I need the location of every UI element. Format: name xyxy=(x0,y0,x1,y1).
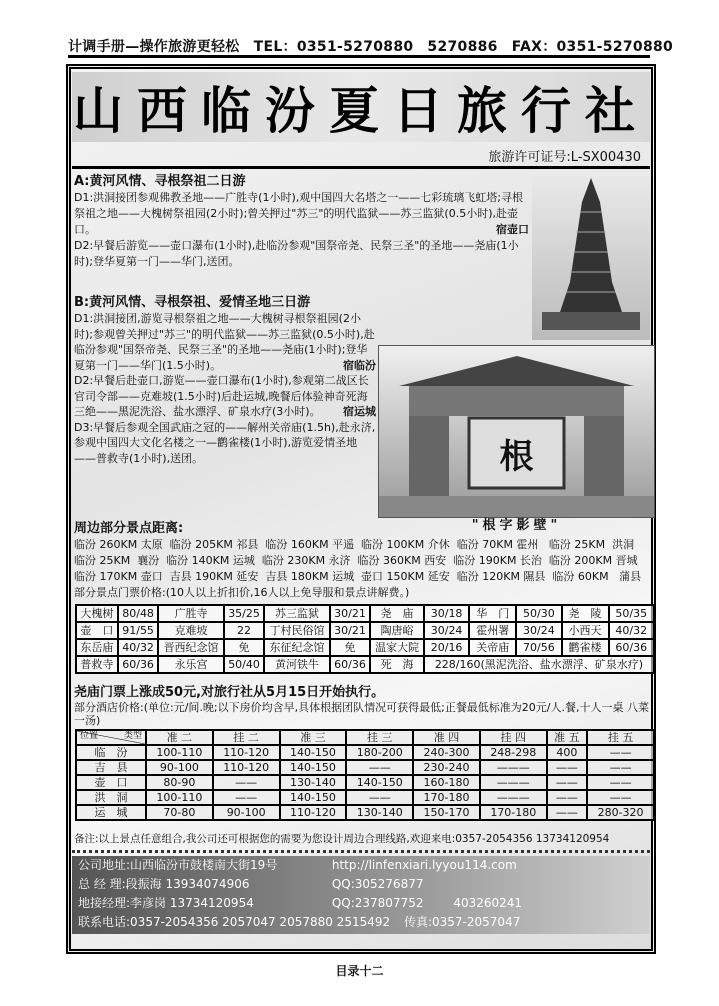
table-row xyxy=(76,760,654,775)
tour-a-d1-stay: 宿壶口 xyxy=(496,223,529,236)
distance-line: 临汾 170KM 壶口 吉县 190KM 延安 吉县 180KM 运城 壶口 150KM 延安 临汾 120KM 隰县 临汾 60KM 蒲县 xyxy=(74,570,642,583)
table-row xyxy=(76,622,654,639)
page-title: 山西临汾夏日旅行社 xyxy=(73,82,649,140)
ticket-price: 91/55 xyxy=(118,622,158,639)
room-price: 140-150 xyxy=(280,745,347,760)
column-header: 准 三 xyxy=(280,730,347,745)
city-name: 临 汾 xyxy=(76,745,146,760)
room-price: 280-320 xyxy=(587,805,654,820)
attraction-name: 尧 庙 xyxy=(370,605,424,622)
attraction-name: 丁村民俗馆 xyxy=(264,622,329,639)
column-header: 挂 二 xyxy=(213,730,280,745)
tour-b-title: B:黄河风情、寻根祭祖、爱情圣地三日游 xyxy=(74,295,311,310)
room-price: 230-240 xyxy=(413,760,480,775)
distance-line: 临汾 260KM 太原 临汾 205KM 祁县 临汾 160KM 平遥 临汾 100KM 介休 临汾 70KM 霍州 临汾 25KM 洪洞 xyxy=(74,538,635,551)
attraction-name: 壶 口 xyxy=(76,622,118,639)
ticket-price: 50/40 xyxy=(224,656,264,673)
room-price: —— xyxy=(547,805,587,820)
room-price: 140-150 xyxy=(280,760,347,775)
tour-a-d1: D1:洪洞接团参观佛教圣地——广胜寺(1小时),观中国四大名塔之一——七彩琉璃飞虹塔;寻根祭祖之地——大槐树祭祖园(2小时);曾关押过"苏三"的明代监狱——苏三监狱(0.5小时),赴壶口。 宿壶口 xyxy=(74,191,529,236)
column-header: 准 二 xyxy=(146,730,213,745)
tour-b-d1: D1:洪洞接团,游览寻根祭祖之地——大槐树寻根祭祖园(2小时);参观曾关押过"苏三"的明代监狱——苏三监狱(0.5小时),赴临汾参观"国祭帝尧、民祭三圣"的圣地——尧庙(1小时);登华夏第一门——华门(1.5小时)。 宿临汾 xyxy=(74,312,376,372)
room-price: 160-180 xyxy=(413,775,480,790)
room-price: 110-120 xyxy=(280,805,347,820)
ticket-price: 30/21 xyxy=(330,622,370,639)
title-banner xyxy=(72,72,650,142)
ticket-price: 30/24 xyxy=(424,622,469,639)
notice: 尧庙门票上涨成50元,对旅行社从5月15日开始执行。 xyxy=(74,685,385,700)
room-price: ——— xyxy=(480,775,547,790)
ticket-price: 20/16 xyxy=(424,639,469,656)
room-price: 170-180 xyxy=(413,790,480,805)
address: 公司地址:山西临汾市鼓楼南大街19号 xyxy=(78,858,278,872)
tour-a xyxy=(74,173,529,270)
ticket-price: 40/32 xyxy=(609,622,655,639)
room-price: 130-140 xyxy=(346,805,413,820)
ticket-price: 30/24 xyxy=(516,622,561,639)
attraction-name: 陶唐峪 xyxy=(370,622,424,639)
ticket-price: 30/18 xyxy=(424,605,469,622)
room-price: 400 xyxy=(547,745,587,760)
table-row xyxy=(76,639,654,656)
attraction-name: 永乐宫 xyxy=(158,656,223,673)
gate-caption: "根字影壁" xyxy=(471,518,562,533)
table-row xyxy=(76,775,654,790)
attraction-name: 广胜寺 xyxy=(158,605,223,622)
column-header: 准 五 xyxy=(547,730,587,745)
room-price: ——— xyxy=(480,790,547,805)
column-header: 准 四 xyxy=(413,730,480,745)
table-row xyxy=(76,805,654,820)
website-link[interactable]: http://linfenxiari.lyyou114.com xyxy=(331,858,517,872)
room-price: —— xyxy=(587,760,654,775)
attraction-name: 黄河铁牛 xyxy=(264,656,329,673)
ticket-price: 60/36 xyxy=(118,656,158,673)
slogan: 计调手册—操作旅游更轻松 xyxy=(68,39,240,55)
ticket-price: 50/30 xyxy=(516,605,561,622)
attraction-name: 关帝庙 xyxy=(469,639,516,656)
tour-b-d2-stay: 宿运城 xyxy=(343,405,376,418)
local-qq2: 403260241 xyxy=(453,896,523,910)
room-price: —— xyxy=(587,775,654,790)
fax-number: 传真:0357-2057047 xyxy=(403,915,521,929)
attraction-name: 小西天 xyxy=(562,622,609,639)
room-price: 130-140 xyxy=(280,775,347,790)
hotel-note: 部分酒店价格:(单位:元/间.晚;以下房价均含早,具体根据团队情况可获得最低;正餐最低标准为20元/人.餐,十人一桌 八菜一汤) xyxy=(74,701,650,727)
dotted-divider xyxy=(72,850,650,853)
ticket-price: 60/36 xyxy=(609,639,655,656)
gate-photo xyxy=(378,345,655,518)
attraction-name: 温家大院 xyxy=(370,639,424,656)
corner-label-position: 位置 xyxy=(80,731,99,741)
tour-a-d2: D2:早餐后游览——壶口瀑布(1小时),赴临汾参观"国祭帝尧、民祭三圣"的圣地——尧庙(1小时);登华夏第一门——华门,送团。 xyxy=(74,239,519,268)
city-name: 洪 洞 xyxy=(76,790,146,805)
room-price: —— xyxy=(346,760,413,775)
attraction-name: 霍州署 xyxy=(469,622,516,639)
attraction-name: 克难坡 xyxy=(158,622,223,639)
ticket-price-table xyxy=(75,604,655,674)
room-price: 110-120 xyxy=(213,760,280,775)
table-row xyxy=(76,656,654,673)
header-line xyxy=(68,36,674,56)
attraction-name: 苏三监狱 xyxy=(264,605,329,622)
room-price: —— xyxy=(547,790,587,805)
license-number: 旅游许可证号:L-SX00430 xyxy=(488,150,641,165)
room-price: 70-80 xyxy=(146,805,213,820)
ticket-price: 22 xyxy=(224,622,264,639)
tour-b-d2: D2:早餐后赴壶口,游览——壶口瀑布(1小时),参观第二战区长官司令部——克难坡(1.5小时)后赴运城,晚餐后体验神奇死海三绝——黑泥洗浴、盐水漂浮、矿泉水疗(3小时)。 宿运城 xyxy=(74,374,376,418)
city-name: 吉 县 xyxy=(76,760,146,775)
ticket-price: 70/56 xyxy=(516,639,561,656)
ticket-price: 60/36 xyxy=(330,656,370,673)
attraction-name: 大槐树 xyxy=(76,605,118,622)
table-row xyxy=(76,745,654,760)
room-price: 110-120 xyxy=(213,745,280,760)
divider xyxy=(72,166,650,169)
corner-label-type: 类型 xyxy=(123,731,142,741)
room-price: 150-170 xyxy=(413,805,480,820)
ticket-price: 30/21 xyxy=(330,605,370,622)
phone: 联系电话:0357-2054356 2057047 2057880 2515492 xyxy=(78,915,391,929)
attraction-name: 死 海 xyxy=(370,656,424,673)
city-name: 壶 口 xyxy=(76,775,146,790)
room-price: 240-300 xyxy=(413,745,480,760)
room-price: 140-150 xyxy=(280,790,347,805)
ticket-price: 50/35 xyxy=(609,605,655,622)
attraction-name: 华 门 xyxy=(469,605,516,622)
tour-a-title: A:黄河风情、寻根祭祖二日游 xyxy=(74,174,246,189)
tour-b-d1-stay: 宿临汾 xyxy=(343,358,376,372)
ticket-price: 免 xyxy=(330,639,370,656)
room-price: —— xyxy=(587,790,654,805)
room-price: —— xyxy=(587,745,654,760)
attraction-name: 晋西纪念馆 xyxy=(158,639,223,656)
header-rule xyxy=(68,55,650,58)
room-price: —— xyxy=(213,775,280,790)
attraction-name: 东岳庙 xyxy=(76,639,118,656)
ticket-note: 部分景点门票价格:(10人以上折扣价,16人以上免导服和景点讲解费。) xyxy=(74,586,410,599)
remark: 备注:以上景点任意组合,我公司还可根据您的需要为您设计周边合理线路,欢迎来电:0357-2054356 13734120954 xyxy=(74,833,610,845)
tel2: 5270886 xyxy=(427,39,498,55)
attraction-name: 尧 陵 xyxy=(562,605,609,622)
distance-title: 周边部分景点距离: xyxy=(74,521,184,536)
room-price: 140-150 xyxy=(346,775,413,790)
room-price: ——— xyxy=(480,760,547,775)
tel: TEL：0351-5270880 xyxy=(253,39,414,55)
room-price: —— xyxy=(346,790,413,805)
attraction-name: 普救寺 xyxy=(76,656,118,673)
ticket-price: 80/48 xyxy=(118,605,158,622)
room-price: 100-110 xyxy=(146,745,213,760)
corner-cell xyxy=(76,730,146,745)
table-row xyxy=(76,790,654,805)
contact-block xyxy=(72,856,650,934)
page-number: 目录十二 xyxy=(335,964,384,978)
room-price: 90-100 xyxy=(213,805,280,820)
pagoda-photo xyxy=(532,172,650,340)
column-header: 挂 三 xyxy=(346,730,413,745)
room-price: 248-298 xyxy=(480,745,547,760)
distance-line: 临汾 25KM 襄汾 临汾 140KM 运城 临汾 230KM 永济 临汾 360KM 西安 临汾 190KM 长治 临汾 200KM 晋城 xyxy=(74,554,638,567)
ticket-price: 40/32 xyxy=(118,639,158,656)
gm-qq: QQ:305276877 xyxy=(331,877,424,891)
local-manager: 地接经理:李彦岗 13734120954 xyxy=(78,896,254,910)
distance-section xyxy=(74,520,654,601)
room-price: —— xyxy=(547,775,587,790)
city-name: 运 城 xyxy=(76,805,146,820)
room-price: 80-90 xyxy=(146,775,213,790)
gate-sign: 根 xyxy=(499,436,534,477)
ticket-price: 228/160(黑泥洗浴、盐水漂浮、矿泉水疗) xyxy=(424,656,654,673)
table-row xyxy=(76,605,654,622)
room-price: 100-110 xyxy=(146,790,213,805)
tour-b-d3: D3:早餐后参观全国武庙之冠的——解州关帝庙(1.5h),赴永济,参观中国四大文化名楼之一—鹳雀楼(1小时),游览爱情圣地——普救寺(1小时),送团。 xyxy=(74,420,376,465)
attraction-name: 东征纪念馆 xyxy=(264,639,329,656)
tour-b xyxy=(74,294,376,466)
general-manager: 总 经 理:段振海 13934074906 xyxy=(78,877,250,891)
ticket-price: 35/25 xyxy=(224,605,264,622)
room-price: 170-180 xyxy=(480,805,547,820)
room-price: 90-100 xyxy=(146,760,213,775)
column-header: 挂 四 xyxy=(480,730,547,745)
ticket-price: 免 xyxy=(224,639,264,656)
room-price: —— xyxy=(213,790,280,805)
room-price: 180-200 xyxy=(346,745,413,760)
column-header: 挂 五 xyxy=(587,730,654,745)
room-price: —— xyxy=(547,760,587,775)
fax: FAX：0351-5270880 xyxy=(511,39,674,55)
hotel-price-table xyxy=(75,729,655,821)
attraction-name: 鹳雀楼 xyxy=(562,639,609,656)
local-qq: QQ:237807752 xyxy=(331,896,424,910)
